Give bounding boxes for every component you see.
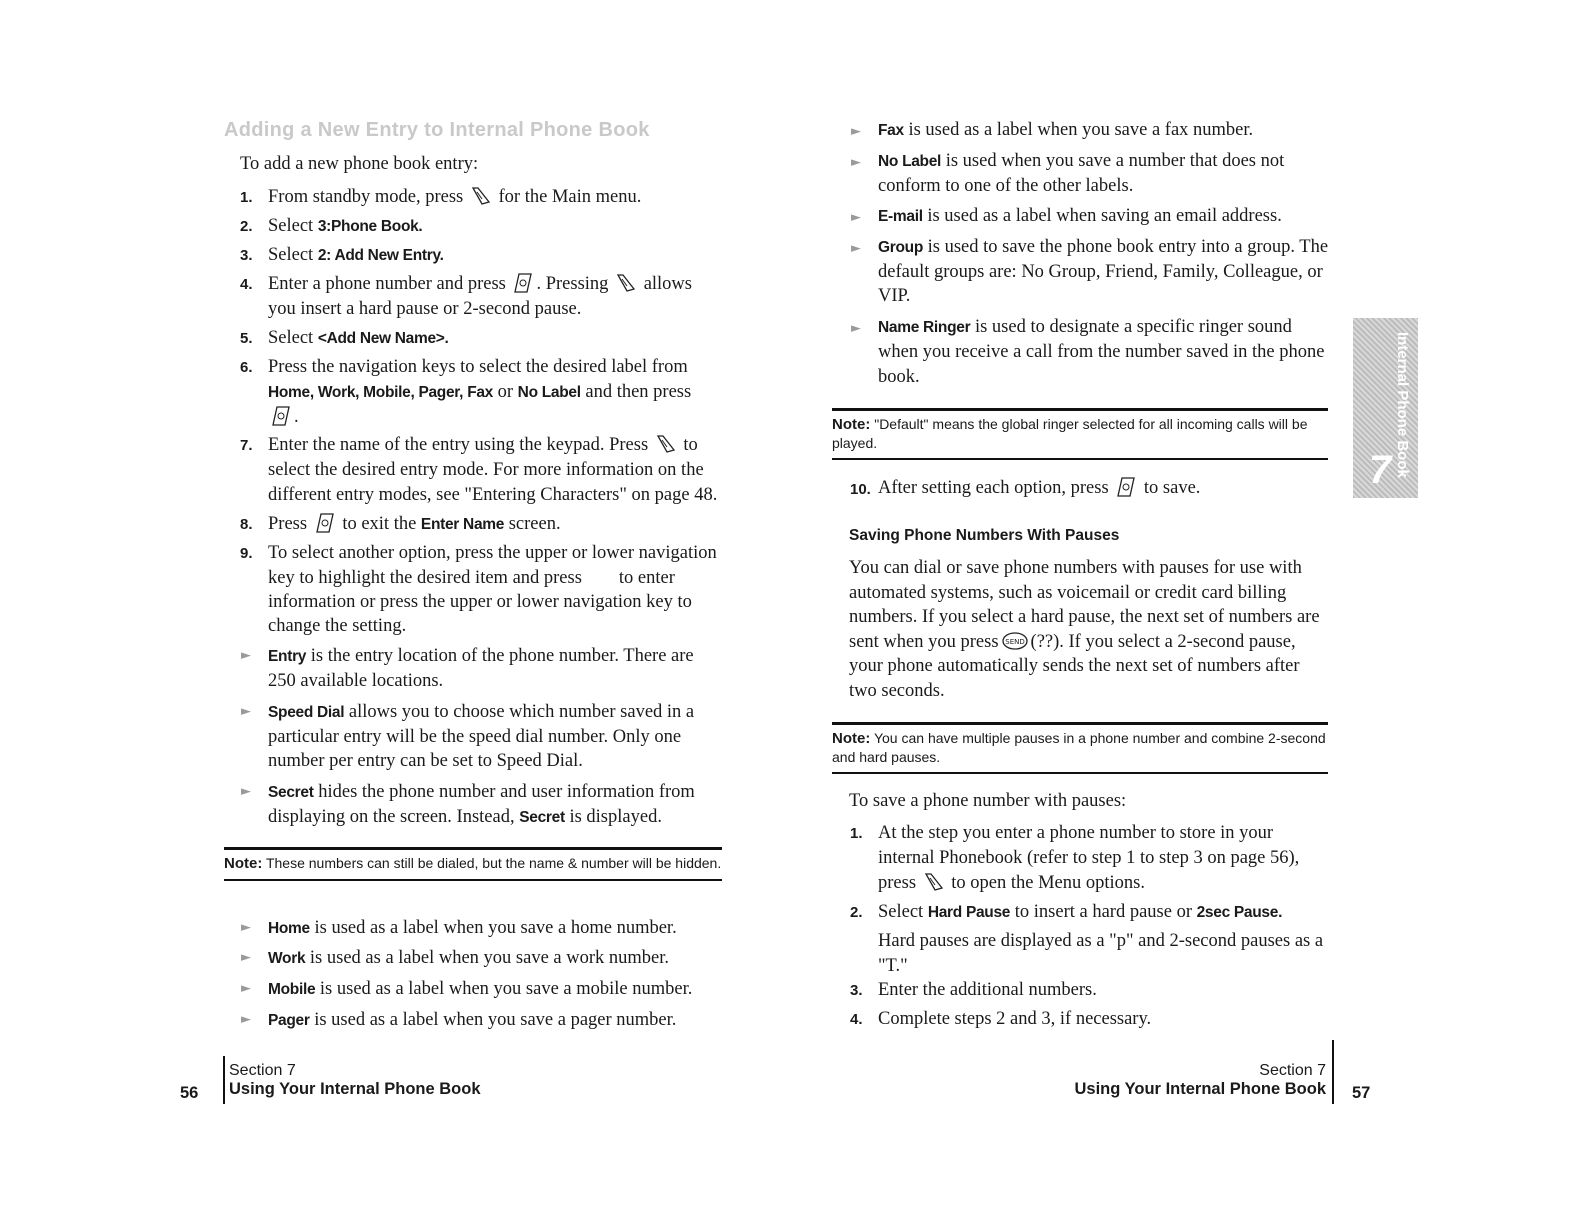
step-number: 5.: [240, 330, 253, 347]
step-9-line4: change the setting.: [268, 616, 407, 636]
step-number: 7.: [240, 437, 253, 454]
paragraph-line: your phone automatically sends the next set of numbers after: [849, 656, 1300, 676]
chapter-tab: [1353, 318, 1418, 498]
menu-key-icon: [923, 871, 945, 893]
step-10: After setting each option, press to save.: [878, 478, 1201, 498]
footer-divider: [1332, 1040, 1334, 1104]
step-number: 2.: [850, 904, 863, 921]
footer-divider: [223, 1056, 225, 1104]
menu-key-icon: [615, 272, 637, 294]
bullet-name-ringer: Name Ringer is used to designate a specific ringer sound: [878, 317, 1292, 337]
step-6-line2: Home, Work, Mobile, Pager, Fax or No Label and then press: [268, 382, 692, 402]
bullet-arrow-icon: ►: [241, 950, 251, 965]
bullet-arrow-icon: ►: [241, 784, 251, 799]
bullet-arrow-icon: ►: [851, 124, 861, 139]
send-key-icon: [1001, 630, 1029, 652]
step-2-sub: Hard pauses are displayed as a "p" and 2-second pauses as a: [878, 931, 1324, 951]
step-1: From standby mode, press for the Main menu.: [268, 187, 642, 207]
paragraph-line: numbers. If you select a hard pause, the next set of numbers are: [849, 607, 1320, 627]
paragraph-line: automated systems, such as voicemail or credit card billing: [849, 583, 1287, 603]
bullet-entry: Entry is the entry location of the phone number. There are: [268, 646, 694, 666]
step-number: 6.: [240, 359, 253, 376]
paragraph-line: You can dial or save phone numbers with pauses for use with: [849, 558, 1302, 578]
step-9-line2: key to highlight the desired item and press to enter: [268, 568, 675, 588]
step-6-line3: .: [268, 405, 299, 430]
bullet-email: E-mail is used as a label when saving an email address.: [878, 206, 1282, 226]
step-4: Enter a phone number and press . Pressing allows: [268, 274, 692, 294]
bullet-entry-line2: 250 available locations.: [268, 671, 444, 691]
bullet-arrow-icon: ►: [241, 1012, 251, 1027]
ok-key-icon: [270, 405, 292, 427]
step-7: Enter the name of the entry using the keypad. Press to: [268, 435, 698, 455]
step-3: Select 2: Add New Entry.: [268, 245, 444, 265]
note-box: Note: You can have multiple pauses in a phone number and combine 2-second and hard pauses.: [832, 722, 1328, 774]
step-number: 1.: [850, 825, 863, 842]
svg-text:SEND: SEND: [1004, 638, 1025, 646]
bullet-work: Work is used as a label when you save a work number.: [268, 948, 670, 968]
page-heading: Adding a New Entry to Internal Phone Book: [224, 119, 650, 141]
step-2: Select Hard Pause to insert a hard pause or 2sec Pause.: [878, 902, 1283, 922]
step-9: To select another option, press the upper or lower navigation: [268, 543, 717, 563]
bullet-speed-dial: Speed Dial allows you to choose which number saved in a: [268, 702, 695, 722]
step-1-line3: press to open the Menu options.: [878, 873, 1145, 893]
step-5: Select <Add New Name>.: [268, 328, 449, 348]
bullet-no-label-line2: conform to one of the other labels.: [878, 176, 1134, 196]
bullet-pager: Pager is used as a label when you save a pager number.: [268, 1010, 677, 1030]
step-9-line3: information or press the upper or lower navigation key to: [268, 592, 692, 612]
bullet-secret-line2: displaying on the screen. Instead, Secret is displayed.: [268, 807, 662, 827]
bullet-arrow-icon: ►: [241, 920, 251, 935]
step-number: 10.: [850, 481, 871, 498]
bullet-secret: Secret hides the phone number and user information from: [268, 782, 695, 802]
bullet-name-ringer-line3: book.: [878, 367, 920, 387]
note-box: Note: "Default" means the global ringer selected for all incoming calls will be played.: [832, 408, 1328, 460]
paragraph-line: two seconds.: [849, 681, 945, 701]
intro-text: To add a new phone book entry:: [240, 154, 479, 174]
bullet-no-label: No Label is used when you save a number that does not: [878, 151, 1285, 171]
section-subheading: Saving Phone Numbers With Pauses: [849, 527, 1120, 544]
bullet-speed-dial-line2: particular entry will be the speed dial number. Only one: [268, 727, 682, 747]
intro-text: To save a phone number with pauses:: [849, 791, 1127, 811]
bullet-arrow-icon: ►: [241, 981, 251, 996]
page-number: 57: [1352, 1084, 1371, 1102]
chapter-tab-label: Internal Phone Book: [1394, 332, 1411, 478]
step-number: 8.: [240, 516, 253, 533]
bullet-arrow-icon: ►: [241, 704, 251, 719]
footer-section: Section 7 Using Your Internal Phone Book: [229, 1062, 481, 1098]
menu-key-icon: [655, 433, 677, 455]
footer-section: Section 7 Using Your Internal Phone Book: [1074, 1062, 1326, 1098]
step-3: Enter the additional numbers.: [878, 980, 1097, 1000]
bullet-group: Group is used to save the phone book entry into a group. The: [878, 237, 1329, 257]
bullet-arrow-icon: ►: [851, 210, 861, 225]
step-1-line2: internal Phonebook (refer to step 1 to step 3 on page 56),: [878, 848, 1300, 868]
step-4-line2: you insert a hard pause or 2-second pause.: [268, 299, 582, 319]
bullet-arrow-icon: ►: [851, 155, 861, 170]
bullet-group-line2: default groups are: No Group, Friend, Family, Colleague, or: [878, 262, 1323, 282]
menu-key-icon: [470, 185, 492, 207]
bullet-arrow-icon: ►: [241, 648, 251, 663]
note-box: Note: These numbers can still be dialed, but the name & number will be hidden.: [224, 847, 722, 881]
bullet-arrow-icon: ►: [851, 321, 861, 336]
step-number: 3.: [240, 247, 253, 264]
bullet-group-line3: VIP.: [878, 286, 911, 306]
ok-key-icon: [1115, 476, 1137, 498]
step-4: Complete steps 2 and 3, if necessary.: [878, 1009, 1152, 1029]
step-number: 2.: [240, 218, 253, 235]
ok-key-icon: [512, 272, 534, 294]
step-7-line3: different entry modes, see "Entering Characters" on page 48.: [268, 485, 718, 505]
step-8: Press to exit the Enter Name screen.: [268, 514, 561, 534]
page-number: 56: [180, 1084, 199, 1102]
step-7-line2: select the desired entry mode. For more information on the: [268, 460, 704, 480]
bullet-fax: Fax is used as a label when you save a fax number.: [878, 120, 1254, 140]
bullet-home: Home is used as a label when you save a home number.: [268, 918, 677, 938]
bullet-mobile: Mobile is used as a label when you save a mobile number.: [268, 979, 693, 999]
paragraph-line: sent when you press SEND (??). If you select a 2-second pause,: [849, 632, 1296, 652]
step-number: 4.: [240, 276, 253, 293]
bullet-name-ringer-line2: when you receive a call from the number saved in the phone: [878, 342, 1325, 362]
bullet-arrow-icon: ►: [851, 241, 861, 256]
ok-key-icon: [314, 512, 336, 534]
bullet-speed-dial-line3: number per entry can be set to Speed Dial.: [268, 751, 583, 771]
step-2: Select 3:Phone Book.: [268, 216, 423, 236]
step-number: 4.: [850, 1011, 863, 1028]
step-number: 3.: [850, 982, 863, 999]
chapter-tab-number: 7: [1369, 448, 1392, 492]
step-1: At the step you enter a phone number to store in your: [878, 823, 1274, 843]
step-2-sub2: "T.": [878, 956, 908, 976]
step-number: 9.: [240, 545, 253, 562]
step-6: Press the navigation keys to select the desired label from: [268, 357, 688, 377]
step-number: 1.: [240, 189, 253, 206]
